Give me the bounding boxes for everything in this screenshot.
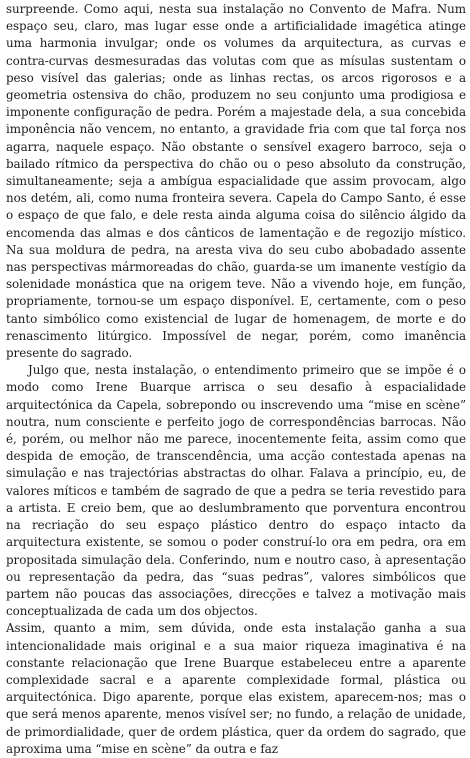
document-page bbox=[6, 1, 466, 758]
paragraph-mafra-convent: surpreende. Como aqui, nesta sua instalação no Convento de Mafra. Num espaço seu, claro, mas lugar esse onde a artificialidade imagética atinge uma harmonia invulgar; onde os volumes da arquitectura, as curvas e contra-curvas desmesuradas das volutas com que as mísulas sustentam o peso visível das galerias; onde as linhas rectas, os arcos rigorosos e a geometria ostensiva do chão, produzem no seu conjunto uma prodigiosa e imponente configuração de pedra. Porém a majestade dela, a sua concebida imponência não vencem, no entanto, a gravidade fria com que tal força nos agarra, naquele espaço. Não obstante o sensível exagero barroco, seja o bailado rítmico da perspectiva do chão ou o peso absoluto da construção, simultaneamente; seja a ambígua espacialidade que assim provocam, algo nos detém, ali, como numa fronteira severa. Capela do Campo Santo, é esse o espaço de que falo, e dele resta ainda alguma coisa do silêncio álgido da encomenda das almas e dos cânticos de lamentação e de regozijo místico. Na sua moldura de pedra, na aresta viva do seu cubo abobadado assente nas perspectivas mármoreadas do chão, guarda-se um imanente vestígio da solenidade monástica que na origem teve. Não a vivendo hoje, em função, propriamente, tornou-se um espaço disponível. E, certamente, com o peso tanto simbólico como existencial de lugar de homenagem, de morte e do renascimento litúrgico. Impossível de negar, porém, como imanência presente do sagrado. bbox=[6, 2, 466, 361]
paragraph-intentionality: Assim, quanto a mim, sem dúvida, onde esta instalação ganha a sua intencionalidade mais original e a sua maior riqueza imaginativa é na constante relacionação que Irene Buarque estabeleceu entre a aparente complexidade sacral e a aparente complexidade formal, plástica ou arquitectónica. Digo aparente, porque elas existem, aparecem-nos; mas o que será menos aparente, menos visível ser; no fundo, a relação de unidade, de primordialidade, quer de ordem plástica, quer da ordem do sagrado, que aproxima uma “mise en scène” da outra e faz bbox=[6, 621, 466, 756]
paragraph-irene-buarque-challenge: Julgo que, nesta instalação, o entendimento primeiro que se impõe é o modo como Irene Buarque arrisca o seu desafio à espacialidade arquitectónica da Capela, sobrepondo ou inscrevendo uma “mise en scène” noutra, num consciente e perfeito jogo de correspondências barrocas. Não é, porém, ou melhor não me parece, inocentemente feita, assim como que despida de emoção, de transcendência, uma acção contestada apenas na simulação e nas trajectórias abstractas do olhar. Falava a princípio, eu, de valores míticos e também de sagrado de que a pedra se teria revestido para a artista. E creio bem, que ao deslumbramento que porventura encontrou na recriação do seu espaço plástico dentro do espaço intacto da arquitectura existente, se somou o poder construí-lo ora em pedra, ora em propositada simulação dela. Conferindo, num e noutro caso, à apresentação ou representação da pedra, das “suas pedras”, valores simbólicos que partem não poucas das associações, direcções e talvez a motivação mais conceptualizada de cada um dos objectos. bbox=[6, 363, 466, 619]
